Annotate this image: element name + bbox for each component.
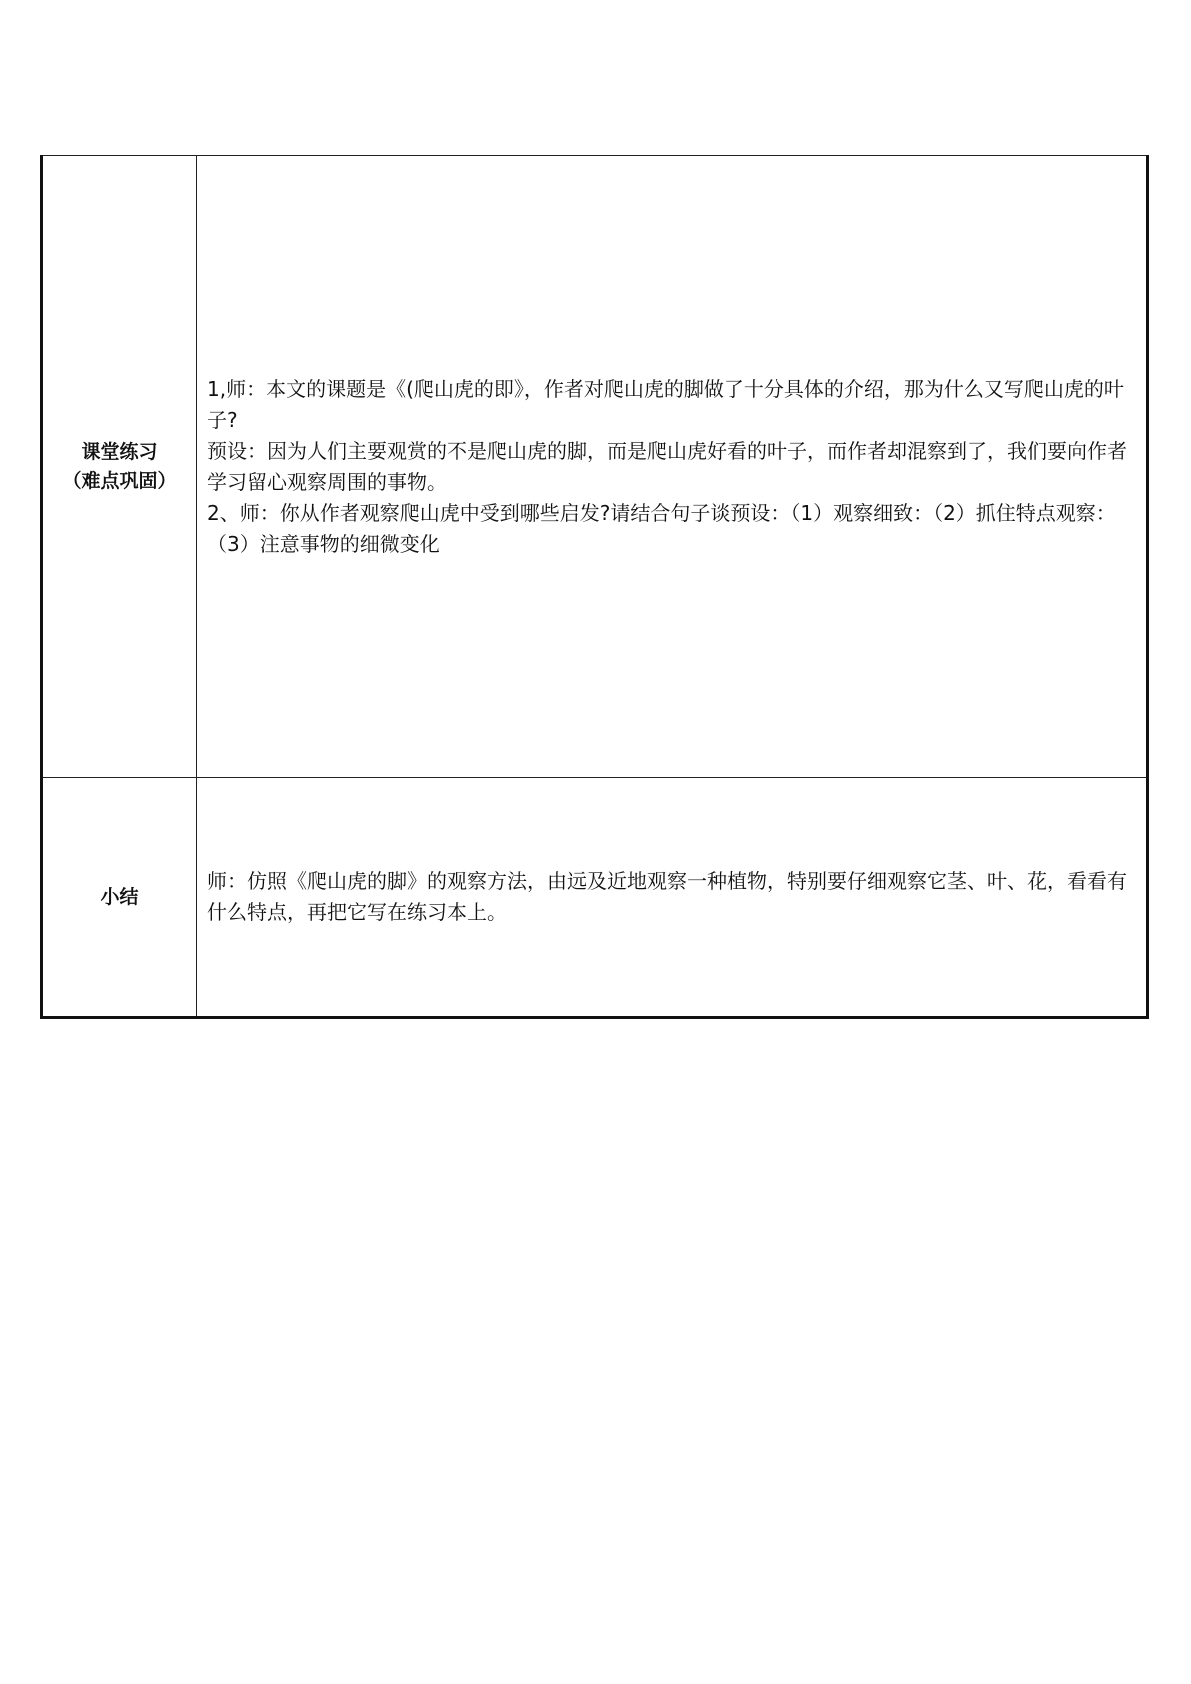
row-label-classroom-practice [42, 156, 197, 778]
content-paragraph: 1,师：本文的课题是《(爬山虎的即》，作者对爬山虎的脚做了十分具体的介绍，那为什么又写爬山虎的叶子? [207, 376, 1124, 432]
content-paragraph: 师：仿照《爬山虎的脚》的观察方法，由远及近地观察一种植物，特别要仔细观察它茎、叶、花，看看有什么特点，再把它写在练习本上。 [207, 869, 1127, 924]
row-label-line: 小结 [100, 885, 139, 908]
row-content-summary [197, 778, 1148, 1018]
row-label-summary [42, 778, 197, 1018]
lesson-plan-table [40, 155, 1149, 1019]
row-label-line: （难点巩固） [62, 469, 177, 492]
content-paragraph: 预设：因为人们主要观赏的不是爬山虎的脚，而是爬山虎好看的叶子，而作者却混察到了，我们要向作者学习留心观察周围的事物。 [207, 438, 1127, 494]
row-label-line: 课堂练习 [81, 440, 158, 463]
table-row-summary [42, 778, 1148, 1018]
content-paragraph: 2、师：你从作者观察爬山虎中受到哪些启发?请结合句子谈预设：（1）观察细致：（2）抓住特点观察：（3）注意事物的细微变化 [207, 500, 1116, 556]
row-content-classroom-practice [197, 156, 1148, 778]
table-row-classroom-practice [42, 156, 1148, 778]
